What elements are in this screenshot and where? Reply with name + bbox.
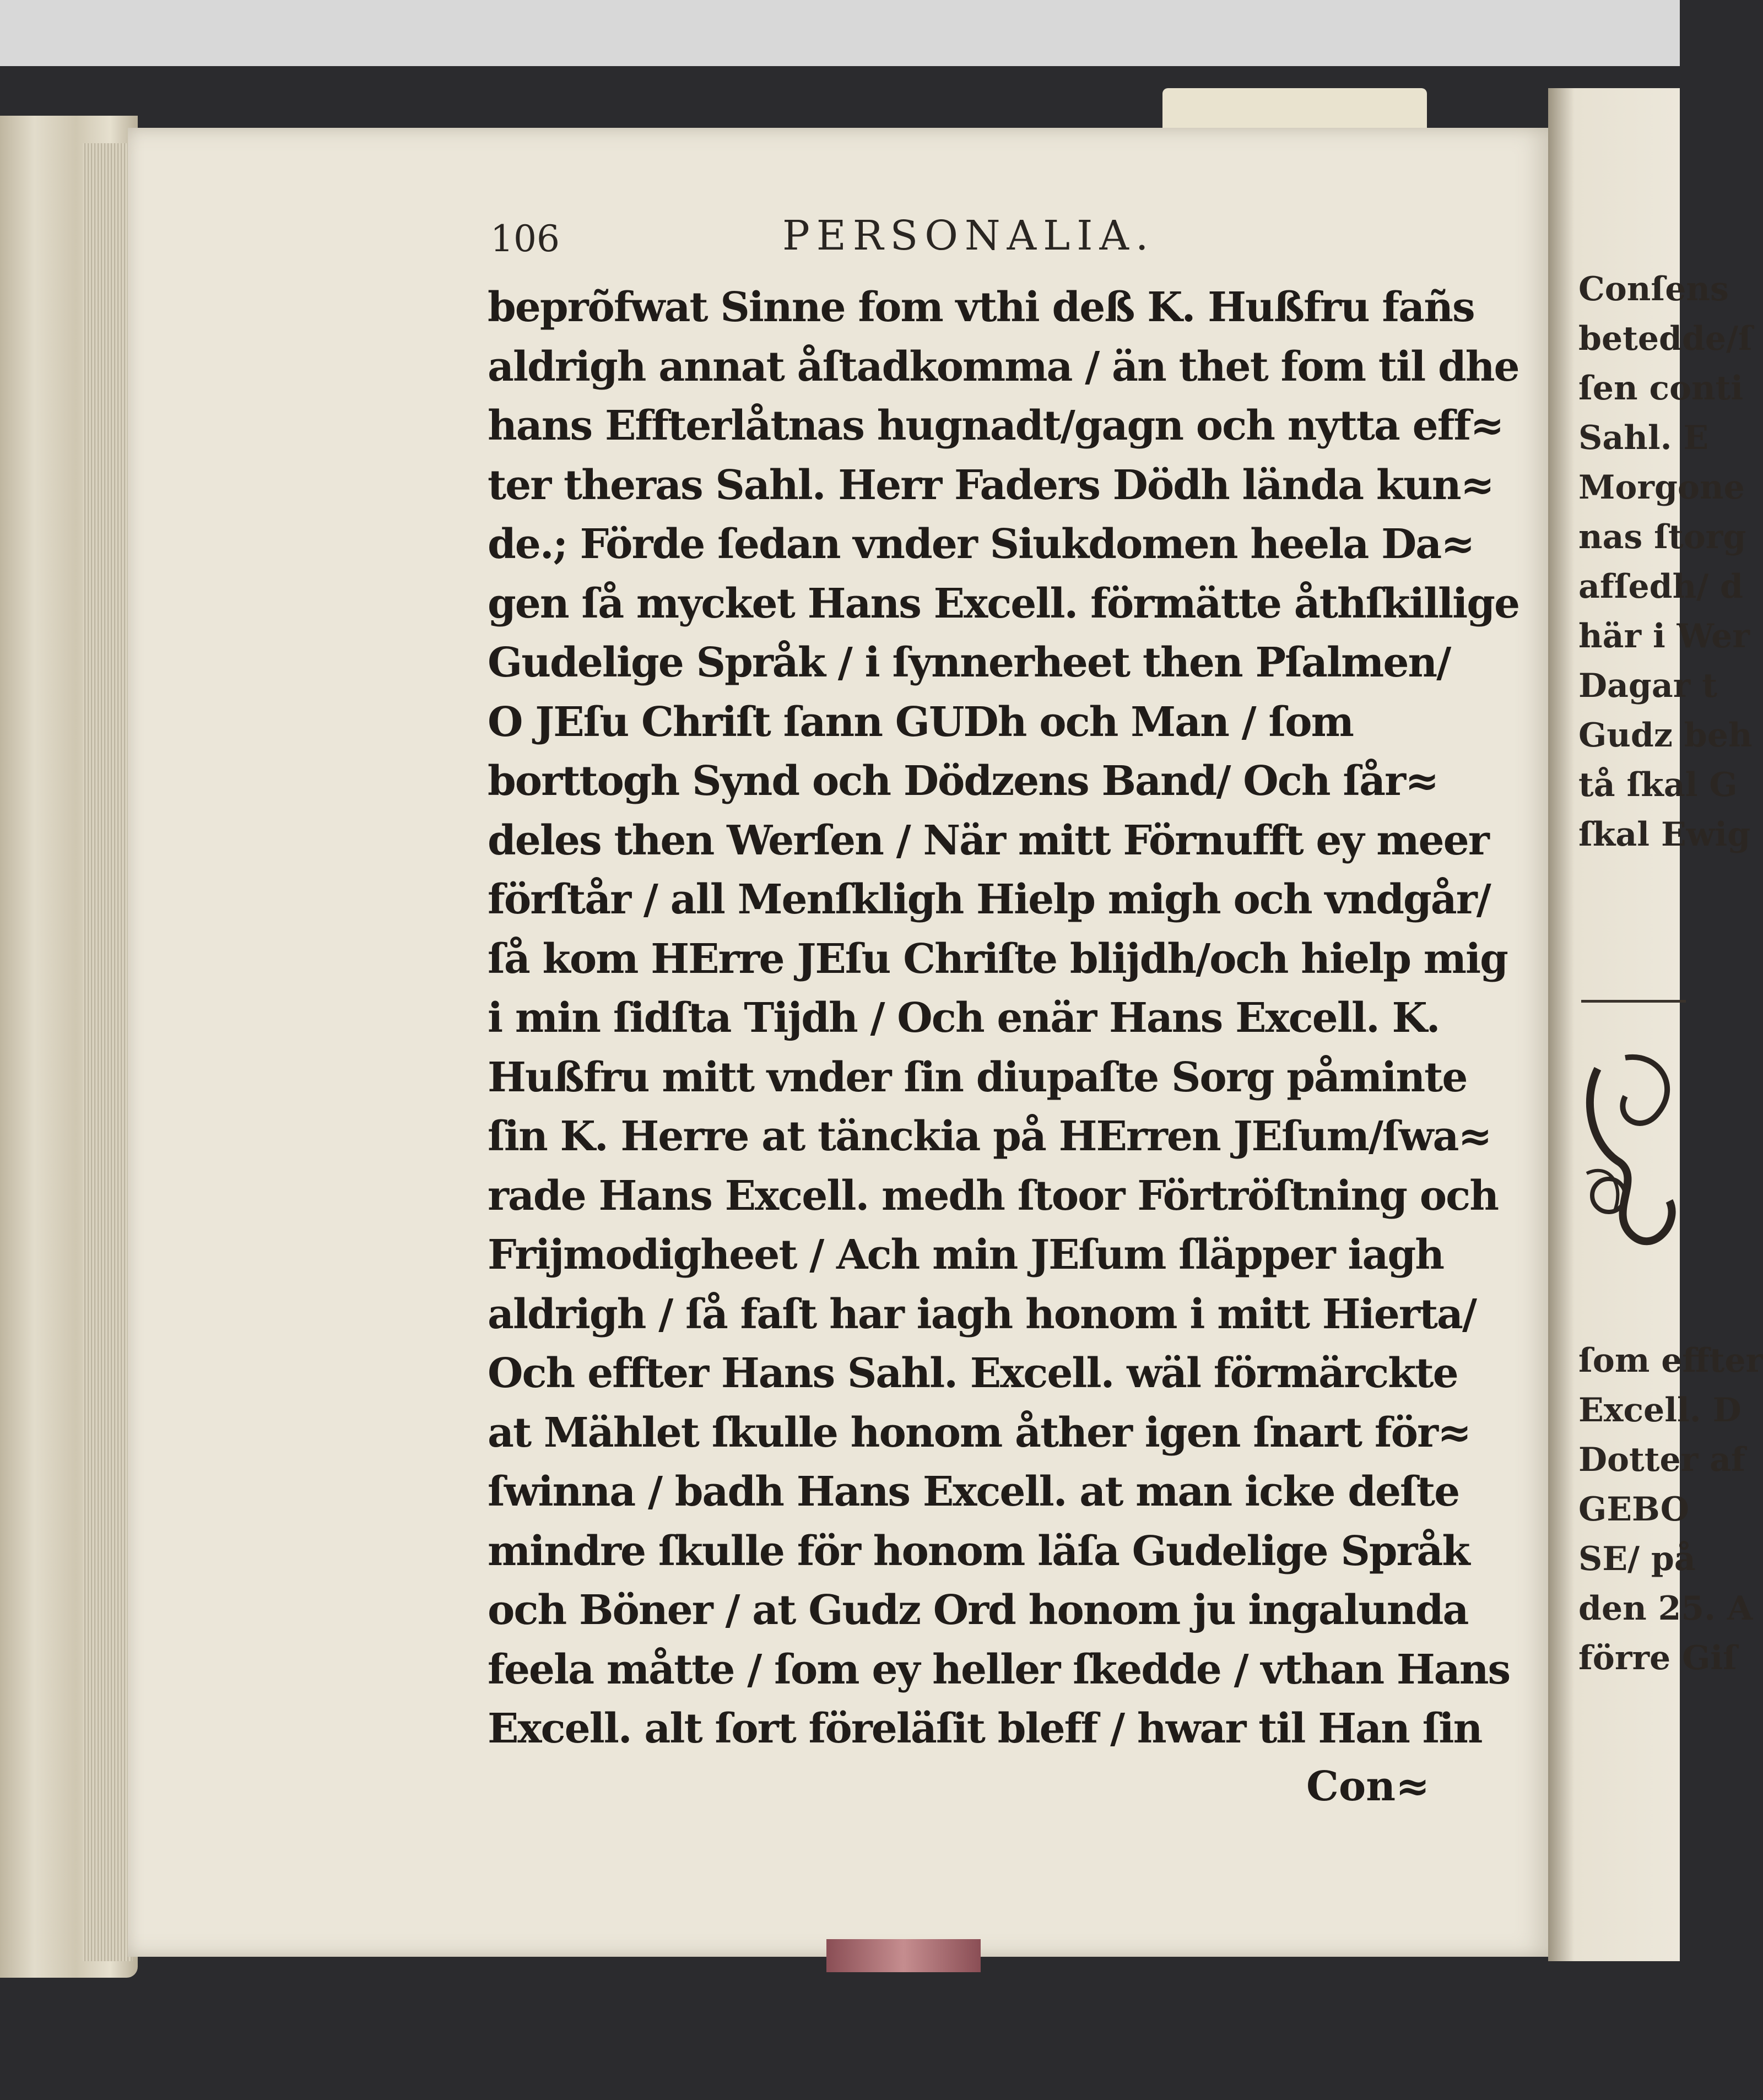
text-line: i min ſidſta Tijdh / Och enär Hans Excell. K. [488, 994, 1440, 1042]
facing-line: ſkal Ewig [1578, 815, 1751, 854]
text-line: aldrigh annat åſtadkomma / än thet fom til dhe [488, 343, 1519, 391]
facing-line: tå ſkal G [1578, 766, 1738, 804]
catchword: Con≈ [1306, 1762, 1430, 1810]
ribbon-bookmark [826, 1939, 981, 1972]
running-head: PERSONALIA. [782, 212, 1155, 259]
text-line: borttogh Synd och Dödzens Band/ Och ſår≈ [488, 757, 1438, 805]
text-line: gen ſå mycket Hans Excell. förmätte åthſkillige [488, 580, 1519, 627]
facing-line: Dagar t [1578, 667, 1717, 705]
text-line: Frijmodigheet / Ach min JEſum ſläpper iagh [488, 1231, 1443, 1279]
text-line: rade Hans Excell. medh ſtoor Förtröſtning och [488, 1172, 1498, 1220]
text-line: mindre ſkulle för honom läſa Gudelige Språk [488, 1527, 1469, 1575]
facing-line: Sahl. E [1578, 419, 1709, 457]
facing-line: nas ſtorg [1578, 518, 1746, 556]
facing-line: Morgone [1578, 468, 1745, 507]
text-line: beprõfwat Sinne fom vthi deß K. Hußfru fañs [488, 284, 1474, 331]
text-line: at Mählet ſkulle honom åther igen ſnart för≈ [488, 1409, 1471, 1457]
text-line: Hußfru mitt vnder ſin diupaſte Sorg påminte [488, 1053, 1467, 1101]
text-line: feela måtte / ſom ey heller ſkedde / vthan Hans [488, 1646, 1510, 1693]
decorative-initial-icon [1576, 1036, 1686, 1267]
text-line: ſwinna / badh Hans Excell. at man icke deſte [488, 1468, 1459, 1516]
facing-line: afſedh/ d [1578, 567, 1744, 606]
facing-line: Conſens [1578, 270, 1729, 308]
page-edges [83, 143, 132, 1961]
facing-line: SE/ på [1578, 1540, 1696, 1578]
facing-line: ſen conti [1578, 369, 1744, 408]
text-line: aldrigh / ſå faſt har iagh honom i mitt Hierta/ [488, 1290, 1477, 1338]
facing-page [1548, 88, 1763, 1961]
scan-background-top [0, 0, 1680, 66]
text-line: hans Effterlåtnas hugnadt/gagn och nytta eff≈ [488, 402, 1504, 450]
section-rule [1581, 1000, 1686, 1003]
facing-line: GEBO [1578, 1490, 1690, 1529]
facing-line: här i Wer [1578, 617, 1750, 656]
text-line: Gudelige Språk / i ſynnerheet then Pſalmen/ [488, 639, 1451, 686]
facing-line: Gudz beh [1578, 716, 1753, 755]
text-line: och Böner / at Gudz Ord honom ju ingalunda [488, 1587, 1468, 1634]
page-header [490, 212, 1173, 273]
text-line: deles then Werſen / När mitt Förnufft ey meer [488, 816, 1489, 864]
facing-line: förre Giſ [1578, 1639, 1737, 1677]
text-line: Excell. alt ſort föreläſit bleff / hwar til Han ſin [488, 1705, 1482, 1752]
text-line: de.; Förde ſedan vnder Siukdomen heela Da≈ [488, 521, 1474, 568]
paper-tab [1162, 88, 1427, 132]
text-line: ter theras Sahl. Herr Faders Dödh lända kun≈ [488, 461, 1494, 509]
facing-line: betedde/ſ [1578, 320, 1753, 358]
facing-line: ſom effter [1578, 1341, 1763, 1380]
text-line: ſå kom HErre JEſu Chriſte blijdh/och hielp mig [488, 935, 1507, 983]
text-line: förſtår / all Menſkligh Hielp migh och vndgår/ [488, 876, 1490, 923]
facing-line: Excell. D [1578, 1391, 1742, 1430]
text-line: ſin K. Herre at tänckia på HErren JEſum/ſwa≈ [488, 1113, 1491, 1160]
facing-line: den 25. A [1578, 1589, 1753, 1628]
text-line: Och effter Hans Sahl. Excell. wäl förmärckte [488, 1350, 1458, 1397]
facing-line: Dotter af [1578, 1441, 1745, 1479]
page-number: 106 [490, 218, 560, 260]
body-text [488, 278, 1519, 1814]
text-line: O JEſu Chriſt ſann GUDh och Man / ſom [488, 698, 1353, 746]
